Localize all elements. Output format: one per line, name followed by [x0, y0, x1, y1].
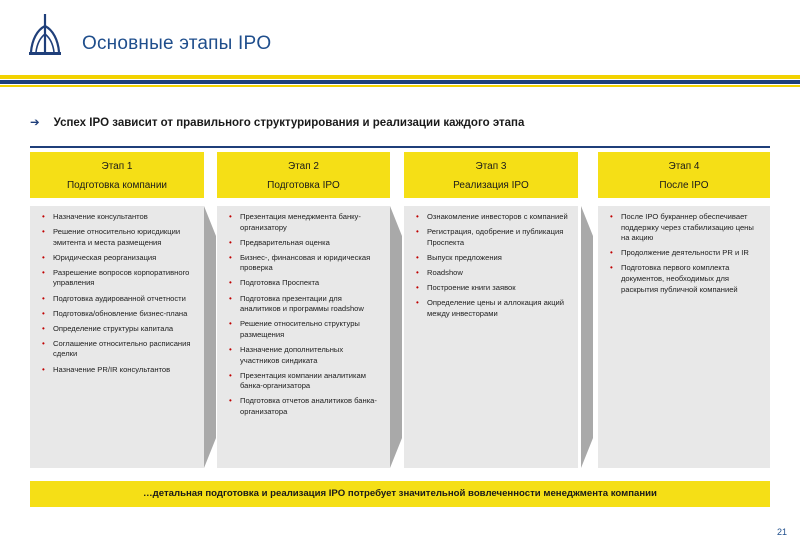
- list-item: • Решение относительно структуры размещения: [229, 319, 380, 340]
- stage-3-header: [404, 152, 578, 198]
- list-item: • Подготовка аудированной отчетности: [42, 294, 194, 305]
- stage-2-header: [217, 152, 390, 198]
- list-item: • Подготовка/обновление бизнес-плана: [42, 309, 194, 320]
- list-item: • Юридическая реорганизация: [42, 253, 194, 264]
- list-item: • Презентация компании аналитикам банка-организатора: [229, 371, 380, 392]
- list-item: • Разрешение вопросов корпоративного управления: [42, 268, 194, 289]
- list-item: • Подготовка презентации для аналитиков и программы roadshow: [229, 294, 380, 315]
- page-number: 21: [777, 527, 788, 537]
- divider-navy: [0, 80, 800, 84]
- stage-1-list: [42, 212, 194, 375]
- stage-3-name: Реализация IPO: [453, 180, 529, 191]
- lead-statement: [30, 115, 524, 129]
- list-item: • Определение структуры капитала: [42, 324, 194, 335]
- stage-3-list: [416, 212, 568, 319]
- list-item: • Назначение консультантов: [42, 212, 194, 223]
- stage-2-list: [229, 212, 380, 418]
- list-item: • Решение относительно юрисдикции эмитента и места размещения: [42, 227, 194, 248]
- list-item: • Выпуск предложения: [416, 253, 568, 264]
- list-item: • Определение цены и аллокация акций между инвесторами: [416, 298, 568, 319]
- stage-1-header: [30, 152, 204, 198]
- list-item: • После IPO букраннер обеспечивает поддержку через стабилизацию цены на акцию: [610, 212, 760, 244]
- stages-top-rule: [30, 146, 770, 148]
- stage-4-list: [610, 212, 760, 295]
- list-item: • Roadshow: [416, 268, 568, 279]
- list-item: • Бизнес-, финансовая и юридическая проверка: [229, 253, 380, 274]
- divider-yellow: [0, 75, 800, 79]
- list-item: • Ознакомление инвесторов с компанией: [416, 212, 568, 223]
- arrow-icon: ➔: [30, 117, 40, 129]
- list-item: • Подготовка отчетов аналитиков банка-организатора: [229, 396, 380, 417]
- chevron-right-icon: [581, 206, 593, 468]
- stage-3-panel: [404, 206, 578, 468]
- chevron-right-icon: [390, 206, 402, 468]
- list-item: • Презентация менеджмента банку-организатору: [229, 212, 380, 233]
- list-item: • Предварительная оценка: [229, 238, 380, 249]
- stage-1-panel: [30, 206, 204, 468]
- stage-3-label: Этап 3: [475, 161, 507, 172]
- stage-1-label: Этап 1: [101, 161, 133, 172]
- logo-icon: [27, 12, 63, 56]
- conclusion-banner: …детальная подготовка и реализация IPO потребует значительной вовлеченности менеджмента компании: [30, 481, 770, 507]
- list-item: • Продолжение деятельности PR и IR: [610, 248, 760, 259]
- list-item: • Подготовка Проспекта: [229, 278, 380, 289]
- list-item: • Назначение PR/IR консультантов: [42, 365, 194, 376]
- list-item: • Регистрация, одобрение и публикация Проспекта: [416, 227, 568, 248]
- chevron-right-icon: [204, 206, 216, 468]
- stage-2-label: Этап 2: [288, 161, 319, 172]
- stage-4-label: Этап 4: [668, 161, 700, 172]
- stage-1-name: Подготовка компании: [66, 180, 167, 191]
- list-item: • Подготовка первого комплекта документов, необходимых для раскрытия публичной компанией: [610, 263, 760, 295]
- list-item: • Назначение дополнительных участников синдиката: [229, 345, 380, 366]
- list-item: • Соглашение относительно расписания сделки: [42, 339, 194, 360]
- lead-text: Успех IPO зависит от правильного структурирования и реализации каждого этапа: [53, 117, 525, 129]
- stage-2-name: Подготовка IPO: [267, 180, 340, 191]
- page-title: Основные этапы IPO: [82, 33, 272, 54]
- list-item: • Построение книги заявок: [416, 283, 568, 294]
- stage-4-header: [598, 152, 770, 198]
- stage-4-panel: [598, 206, 770, 468]
- divider-yellow-thin: [0, 85, 800, 87]
- stage-4-name: После IPO: [659, 180, 709, 191]
- stage-2-panel: [217, 206, 390, 468]
